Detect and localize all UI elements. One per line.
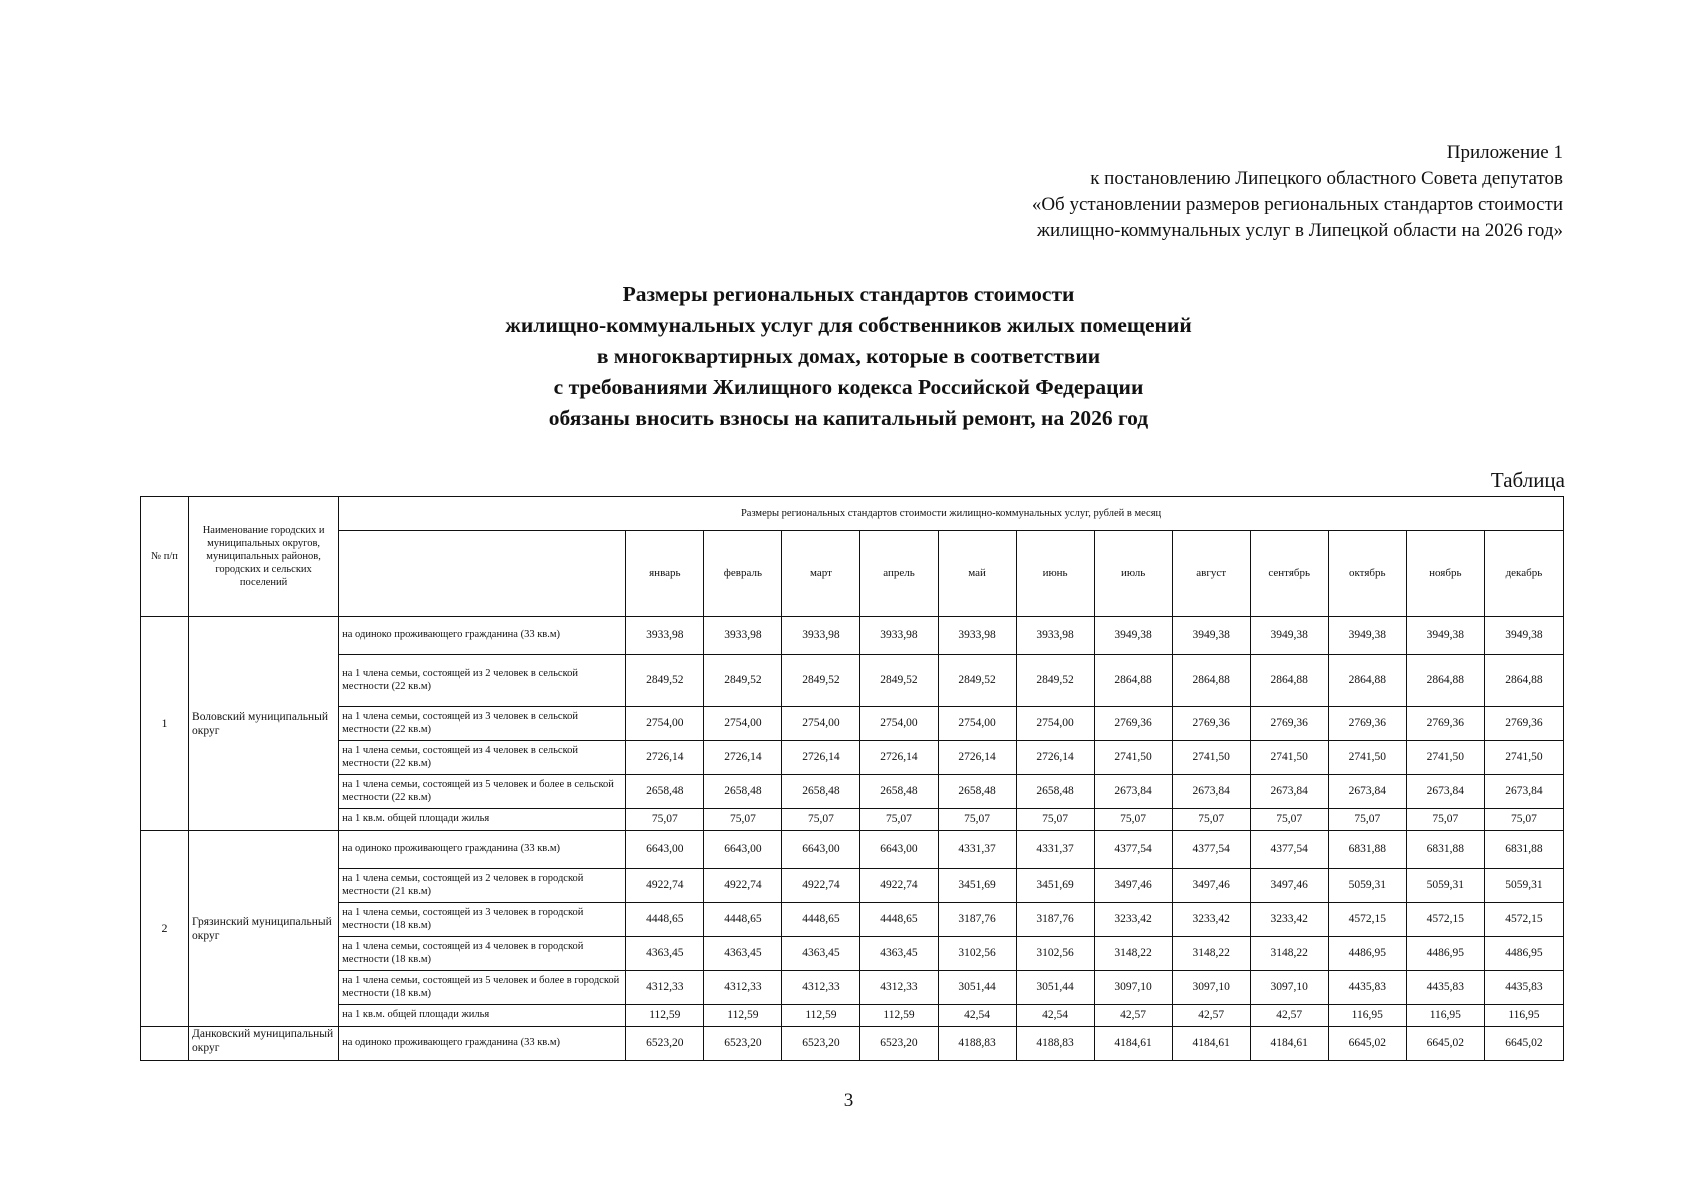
value-cell: 3933,98 — [860, 617, 938, 655]
value-cell: 6831,88 — [1406, 831, 1484, 869]
value-cell: 4363,45 — [626, 937, 704, 971]
value-cell: 3933,98 — [782, 617, 860, 655]
value-cell: 3233,42 — [1250, 903, 1328, 937]
value-cell: 4363,45 — [704, 937, 782, 971]
value-cell: 112,59 — [782, 1005, 860, 1027]
category-description: на одиноко проживающего гражданина (33 кв.м) — [339, 1027, 626, 1061]
value-cell: 4448,65 — [704, 903, 782, 937]
value-cell: 6643,00 — [704, 831, 782, 869]
title-line: Размеры региональных стандартов стоимости — [622, 282, 1075, 306]
category-description: на 1 члена семьи, состоящей из 2 человек в сельской местности (22 кв.м) — [339, 655, 626, 707]
table-row — [141, 707, 1564, 741]
value-cell: 5059,31 — [1328, 869, 1406, 903]
header-row-1 — [141, 497, 1564, 531]
row-number: 1 — [141, 617, 189, 831]
value-cell: 3933,98 — [704, 617, 782, 655]
value-cell: 6523,20 — [626, 1027, 704, 1061]
value-cell: 3097,10 — [1172, 971, 1250, 1005]
category-description: на 1 члена семьи, состоящей из 3 человек в сельской местности (22 кв.м) — [339, 707, 626, 741]
value-cell: 2769,36 — [1328, 707, 1406, 741]
title-line: жилищно-коммунальных услуг для собственников жилых помещений — [505, 313, 1192, 337]
value-cell: 4448,65 — [860, 903, 938, 937]
value-cell: 6523,20 — [704, 1027, 782, 1061]
value-cell: 4922,74 — [704, 869, 782, 903]
value-cell: 6645,02 — [1484, 1027, 1563, 1061]
title-line: в многоквартирных домах, которые в соответствии — [596, 344, 1101, 368]
value-cell: 3949,38 — [1250, 617, 1328, 655]
value-cell: 4486,95 — [1484, 937, 1563, 971]
value-cell: 2741,50 — [1250, 741, 1328, 775]
month-header: сентябрь — [1250, 531, 1328, 617]
value-cell: 3148,22 — [1172, 937, 1250, 971]
value-cell: 4572,15 — [1484, 903, 1563, 937]
category-description: на 1 члена семьи, состоящей из 2 человек в городской местности (21 кв.м) — [339, 869, 626, 903]
value-cell: 75,07 — [1172, 809, 1250, 831]
value-cell: 42,54 — [938, 1005, 1016, 1027]
month-header: апрель — [860, 531, 938, 617]
category-description: на 1 члена семьи, состоящей из 4 человек в сельской местности (22 кв.м) — [339, 741, 626, 775]
value-cell: 4184,61 — [1250, 1027, 1328, 1061]
value-cell: 75,07 — [782, 809, 860, 831]
value-cell: 116,95 — [1328, 1005, 1406, 1027]
value-cell: 42,57 — [1250, 1005, 1328, 1027]
month-header: июнь — [1016, 531, 1094, 617]
group-header: Размеры региональных стандартов стоимости жилищно-коммунальных услуг, рублей в месяц — [339, 497, 1564, 531]
table-row — [141, 741, 1564, 775]
category-description: на одиноко проживающего гражданина (33 кв.м) — [339, 831, 626, 869]
value-cell: 75,07 — [860, 809, 938, 831]
value-cell: 3097,10 — [1094, 971, 1172, 1005]
value-cell: 3497,46 — [1250, 869, 1328, 903]
value-cell: 2741,50 — [1484, 741, 1563, 775]
value-cell: 2864,88 — [1172, 655, 1250, 707]
table-row — [141, 655, 1564, 707]
value-cell: 2741,50 — [1328, 741, 1406, 775]
value-cell: 75,07 — [704, 809, 782, 831]
annex-header — [863, 140, 1563, 244]
value-cell: 3451,69 — [1016, 869, 1094, 903]
value-cell: 2726,14 — [860, 741, 938, 775]
value-cell: 4435,83 — [1328, 971, 1406, 1005]
value-cell: 2864,88 — [1406, 655, 1484, 707]
annex-line: Приложение 1 — [1446, 142, 1563, 163]
value-cell: 3933,98 — [1016, 617, 1094, 655]
value-cell: 112,59 — [704, 1005, 782, 1027]
value-cell: 3187,76 — [1016, 903, 1094, 937]
row-number — [141, 1027, 189, 1061]
municipality-name: Грязинский муниципальный округ — [189, 831, 339, 1027]
value-cell: 3949,38 — [1094, 617, 1172, 655]
value-cell: 4377,54 — [1094, 831, 1172, 869]
value-cell: 2769,36 — [1250, 707, 1328, 741]
value-cell: 2754,00 — [782, 707, 860, 741]
value-cell: 4922,74 — [860, 869, 938, 903]
value-cell: 4312,33 — [626, 971, 704, 1005]
municipality-name: Воловский муниципальный округ — [189, 617, 339, 831]
value-cell: 42,54 — [1016, 1005, 1094, 1027]
value-cell: 2754,00 — [626, 707, 704, 741]
desc-header-blank — [339, 531, 626, 617]
value-cell: 2741,50 — [1406, 741, 1484, 775]
value-cell: 3949,38 — [1484, 617, 1563, 655]
value-cell: 5059,31 — [1406, 869, 1484, 903]
value-cell: 4188,83 — [1016, 1027, 1094, 1061]
table-row — [141, 971, 1564, 1005]
value-cell: 2754,00 — [704, 707, 782, 741]
title-line: с требованиями Жилищного кодекса Российской Федерации — [553, 375, 1144, 399]
value-cell: 75,07 — [626, 809, 704, 831]
value-cell: 2769,36 — [1484, 707, 1563, 741]
table-row — [141, 1005, 1564, 1027]
value-cell: 4312,33 — [782, 971, 860, 1005]
category-description: на 1 члена семьи, состоящей из 3 человек в городской местности (18 кв.м) — [339, 903, 626, 937]
category-description: на одиноко проживающего гражданина (33 кв.м) — [339, 617, 626, 655]
category-description: на 1 члена семьи, состоящей из 4 человек в городской местности (18 кв.м) — [339, 937, 626, 971]
row-number: 2 — [141, 831, 189, 1027]
document-title — [300, 279, 1397, 434]
value-cell: 2849,52 — [782, 655, 860, 707]
value-cell: 6523,20 — [782, 1027, 860, 1061]
value-cell: 2673,84 — [1484, 775, 1563, 809]
value-cell: 4435,83 — [1406, 971, 1484, 1005]
table-row — [141, 1027, 1564, 1061]
table-row — [141, 869, 1564, 903]
value-cell: 2658,48 — [782, 775, 860, 809]
value-cell: 4312,33 — [860, 971, 938, 1005]
value-cell: 116,95 — [1406, 1005, 1484, 1027]
value-cell: 75,07 — [1484, 809, 1563, 831]
table-row — [141, 775, 1564, 809]
category-description: на 1 члена семьи, состоящей из 5 человек и более в городской местности (18 кв.м) — [339, 971, 626, 1005]
value-cell: 3102,56 — [938, 937, 1016, 971]
month-header: декабрь — [1484, 531, 1563, 617]
standards-table — [140, 496, 1564, 1061]
value-cell: 3148,22 — [1250, 937, 1328, 971]
value-cell: 2849,52 — [860, 655, 938, 707]
table-row — [141, 809, 1564, 831]
value-cell: 2864,88 — [1484, 655, 1563, 707]
value-cell: 4377,54 — [1250, 831, 1328, 869]
value-cell: 3497,46 — [1094, 869, 1172, 903]
value-cell: 3949,38 — [1406, 617, 1484, 655]
value-cell: 6643,00 — [782, 831, 860, 869]
value-cell: 2673,84 — [1328, 775, 1406, 809]
month-header: март — [782, 531, 860, 617]
annex-line: «Об установлении размеров региональных стандартов стоимости — [1031, 194, 1563, 215]
value-cell: 2769,36 — [1406, 707, 1484, 741]
value-cell: 4184,61 — [1172, 1027, 1250, 1061]
value-cell: 75,07 — [1250, 809, 1328, 831]
value-cell: 3497,46 — [1172, 869, 1250, 903]
value-cell: 2754,00 — [860, 707, 938, 741]
value-cell: 3233,42 — [1172, 903, 1250, 937]
month-header: октябрь — [1328, 531, 1406, 617]
value-cell: 2658,48 — [938, 775, 1016, 809]
value-cell: 4188,83 — [938, 1027, 1016, 1061]
value-cell: 6523,20 — [860, 1027, 938, 1061]
value-cell: 4448,65 — [782, 903, 860, 937]
value-cell: 2864,88 — [1328, 655, 1406, 707]
value-cell: 75,07 — [1328, 809, 1406, 831]
table-label: Таблица — [1490, 468, 1565, 492]
value-cell: 2849,52 — [1016, 655, 1094, 707]
table-row — [141, 617, 1564, 655]
month-header: январь — [626, 531, 704, 617]
value-cell: 2673,84 — [1250, 775, 1328, 809]
value-cell: 4486,95 — [1406, 937, 1484, 971]
value-cell: 4572,15 — [1406, 903, 1484, 937]
value-cell: 4331,37 — [938, 831, 1016, 869]
value-cell: 3949,38 — [1328, 617, 1406, 655]
value-cell: 4363,45 — [860, 937, 938, 971]
value-cell: 2741,50 — [1094, 741, 1172, 775]
value-cell: 5059,31 — [1484, 869, 1563, 903]
value-cell: 42,57 — [1172, 1005, 1250, 1027]
value-cell: 3933,98 — [938, 617, 1016, 655]
value-cell: 2849,52 — [938, 655, 1016, 707]
value-cell: 2673,84 — [1406, 775, 1484, 809]
table-row — [141, 831, 1564, 869]
page-number: 3 — [843, 1090, 854, 1111]
value-cell: 4377,54 — [1172, 831, 1250, 869]
value-cell: 3933,98 — [626, 617, 704, 655]
value-cell: 2658,48 — [1016, 775, 1094, 809]
value-cell: 2754,00 — [1016, 707, 1094, 741]
value-cell: 4572,15 — [1328, 903, 1406, 937]
value-cell: 3233,42 — [1094, 903, 1172, 937]
value-cell: 2769,36 — [1172, 707, 1250, 741]
value-cell: 3051,44 — [1016, 971, 1094, 1005]
table-body — [141, 617, 1564, 1061]
category-description: на 1 кв.м. общей площади жилья — [339, 1005, 626, 1027]
value-cell: 75,07 — [1094, 809, 1172, 831]
category-description: на 1 члена семьи, состоящей из 5 человек и более в сельской местности (22 кв.м) — [339, 775, 626, 809]
value-cell: 3949,38 — [1172, 617, 1250, 655]
table-row — [141, 937, 1564, 971]
value-cell: 2673,84 — [1094, 775, 1172, 809]
value-cell: 112,59 — [626, 1005, 704, 1027]
value-cell: 2726,14 — [782, 741, 860, 775]
value-cell: 4331,37 — [1016, 831, 1094, 869]
month-header: ноябрь — [1406, 531, 1484, 617]
value-cell: 2769,36 — [1094, 707, 1172, 741]
value-cell: 2864,88 — [1250, 655, 1328, 707]
value-cell: 2864,88 — [1094, 655, 1172, 707]
category-description: на 1 кв.м. общей площади жилья — [339, 809, 626, 831]
value-cell: 3148,22 — [1094, 937, 1172, 971]
month-header: август — [1172, 531, 1250, 617]
value-cell: 2658,48 — [704, 775, 782, 809]
value-cell: 2849,52 — [626, 655, 704, 707]
value-cell: 2726,14 — [938, 741, 1016, 775]
annex-line: жилищно-коммунальных услуг в Липецкой области на 2026 год» — [1036, 220, 1563, 241]
value-cell: 2726,14 — [1016, 741, 1094, 775]
value-cell: 2754,00 — [938, 707, 1016, 741]
value-cell: 4184,61 — [1094, 1027, 1172, 1061]
annex-line: к постановлению Липецкого областного Совета депутатов — [1090, 168, 1563, 189]
table-row — [141, 903, 1564, 937]
value-cell: 3097,10 — [1250, 971, 1328, 1005]
value-cell: 75,07 — [1016, 809, 1094, 831]
value-cell: 4435,83 — [1484, 971, 1563, 1005]
value-cell: 2726,14 — [704, 741, 782, 775]
header-row-months — [141, 531, 1564, 617]
value-cell: 3051,44 — [938, 971, 1016, 1005]
value-cell: 116,95 — [1484, 1005, 1563, 1027]
month-header: июль — [1094, 531, 1172, 617]
value-cell: 2673,84 — [1172, 775, 1250, 809]
col-name-header: Наименование городских и муниципальных округов, муниципальных районов, городских и сельских поселений — [189, 497, 339, 617]
value-cell: 6643,00 — [626, 831, 704, 869]
value-cell: 2849,52 — [704, 655, 782, 707]
value-cell: 75,07 — [938, 809, 1016, 831]
value-cell: 6645,02 — [1328, 1027, 1406, 1061]
month-header: февраль — [704, 531, 782, 617]
value-cell: 6831,88 — [1328, 831, 1406, 869]
value-cell: 4448,65 — [626, 903, 704, 937]
value-cell: 2658,48 — [626, 775, 704, 809]
title-line: обязаны вносить взносы на капитальный ремонт, на 2026 год — [548, 406, 1149, 430]
value-cell: 3187,76 — [938, 903, 1016, 937]
value-cell: 4312,33 — [704, 971, 782, 1005]
value-cell: 6643,00 — [860, 831, 938, 869]
value-cell: 4922,74 — [626, 869, 704, 903]
value-cell: 4486,95 — [1328, 937, 1406, 971]
value-cell: 42,57 — [1094, 1005, 1172, 1027]
municipality-name: Данковский муниципальный округ — [189, 1027, 339, 1061]
value-cell: 2741,50 — [1172, 741, 1250, 775]
month-header: май — [938, 531, 1016, 617]
value-cell: 2726,14 — [626, 741, 704, 775]
value-cell: 112,59 — [860, 1005, 938, 1027]
value-cell: 75,07 — [1406, 809, 1484, 831]
value-cell: 3102,56 — [1016, 937, 1094, 971]
value-cell: 4363,45 — [782, 937, 860, 971]
col-num-header: № п/п — [141, 497, 189, 617]
value-cell: 4922,74 — [782, 869, 860, 903]
value-cell: 6645,02 — [1406, 1027, 1484, 1061]
value-cell: 6831,88 — [1484, 831, 1563, 869]
value-cell: 2658,48 — [860, 775, 938, 809]
value-cell: 3451,69 — [938, 869, 1016, 903]
